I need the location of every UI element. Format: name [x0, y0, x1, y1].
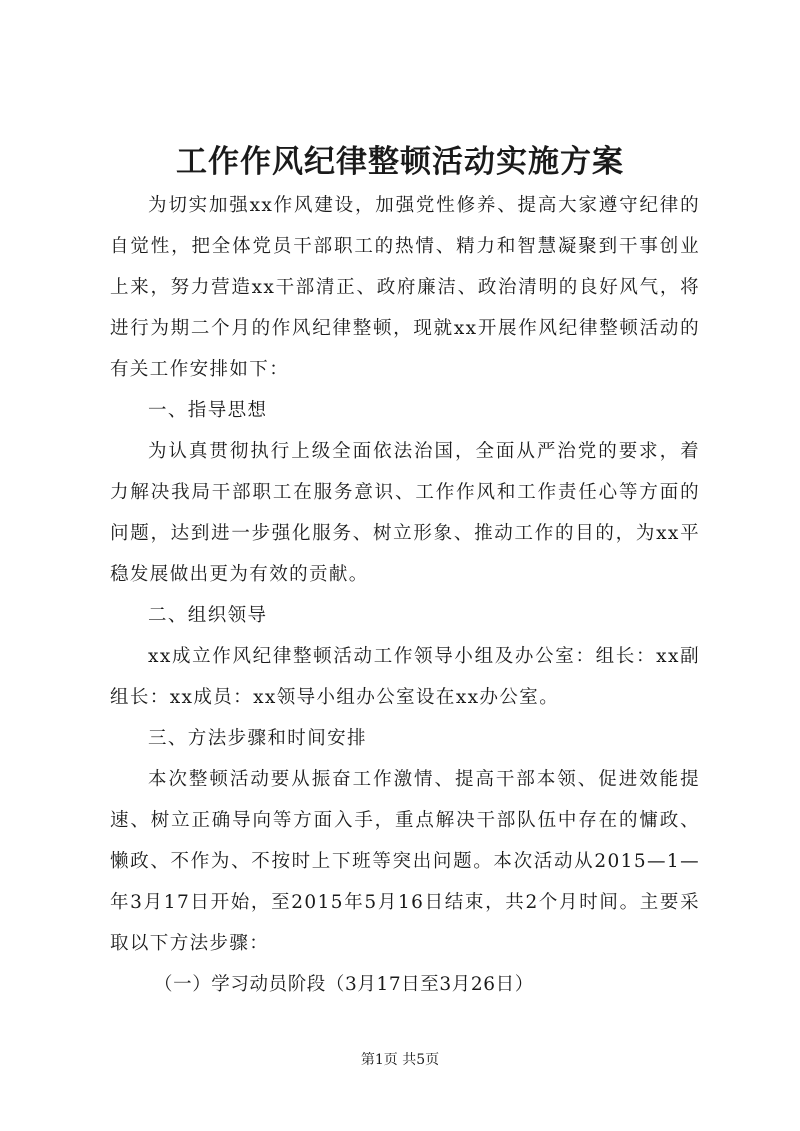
section-heading-methods-schedule: 三、方法步骤和时间安排 — [148, 728, 367, 749]
methods-schedule-paragraph: 本次整顿活动要从振奋工作激情、提高干部本领、促进效能提速、树立正确导向等方面入手，重点解决干部队伍中存在的慵政、懒政、不作为、不按时上下班等突出问题。本次活动从2015—1—年3月17日开始，至2015年5月16日结束，共2个月时间。主要采取以下方法步骤： — [110, 769, 700, 954]
document-body — [110, 185, 700, 1005]
section-heading-organization: 二、组织领导 — [148, 605, 268, 626]
stage-heading-study-mobilization: （一）学习动员阶段（3月17日至3月26日） — [154, 974, 534, 995]
guiding-ideology-paragraph: 为认真贯彻执行上级全面依法治国，全面从严治党的要求，着力解决我局干部职工在服务意识、工作作风和工作责任心等方面的问题，达到进一步强化服务、树立形象、推动工作的目的，为xx平稳发展做出更为有效的贡献。 — [110, 441, 700, 585]
organization-paragraph: xx成立作风纪律整顿活动工作领导小组及办公室：组长：xx副组长：xx成员：xx领导小组办公室设在xx办公室。 — [110, 646, 700, 708]
page-footer: 第1页 共5页 — [360, 1052, 440, 1068]
section-heading-guiding-ideology: 一、指导思想 — [148, 400, 268, 421]
intro-paragraph: 为切实加强xx作风建设，加强党性修养、提高大家遵守纪律的自觉性，把全体党员干部职工的热情、精力和智慧凝聚到干事创业上来，努力营造xx干部清正、政府廉洁、政治清明的良好风气，将进行为期二个月的作风纪律整顿，现就xx开展作风纪律整顿活动的有关工作安排如下： — [110, 195, 700, 380]
document-title: 工作作风纪律整顿活动实施方案 — [176, 144, 624, 180]
